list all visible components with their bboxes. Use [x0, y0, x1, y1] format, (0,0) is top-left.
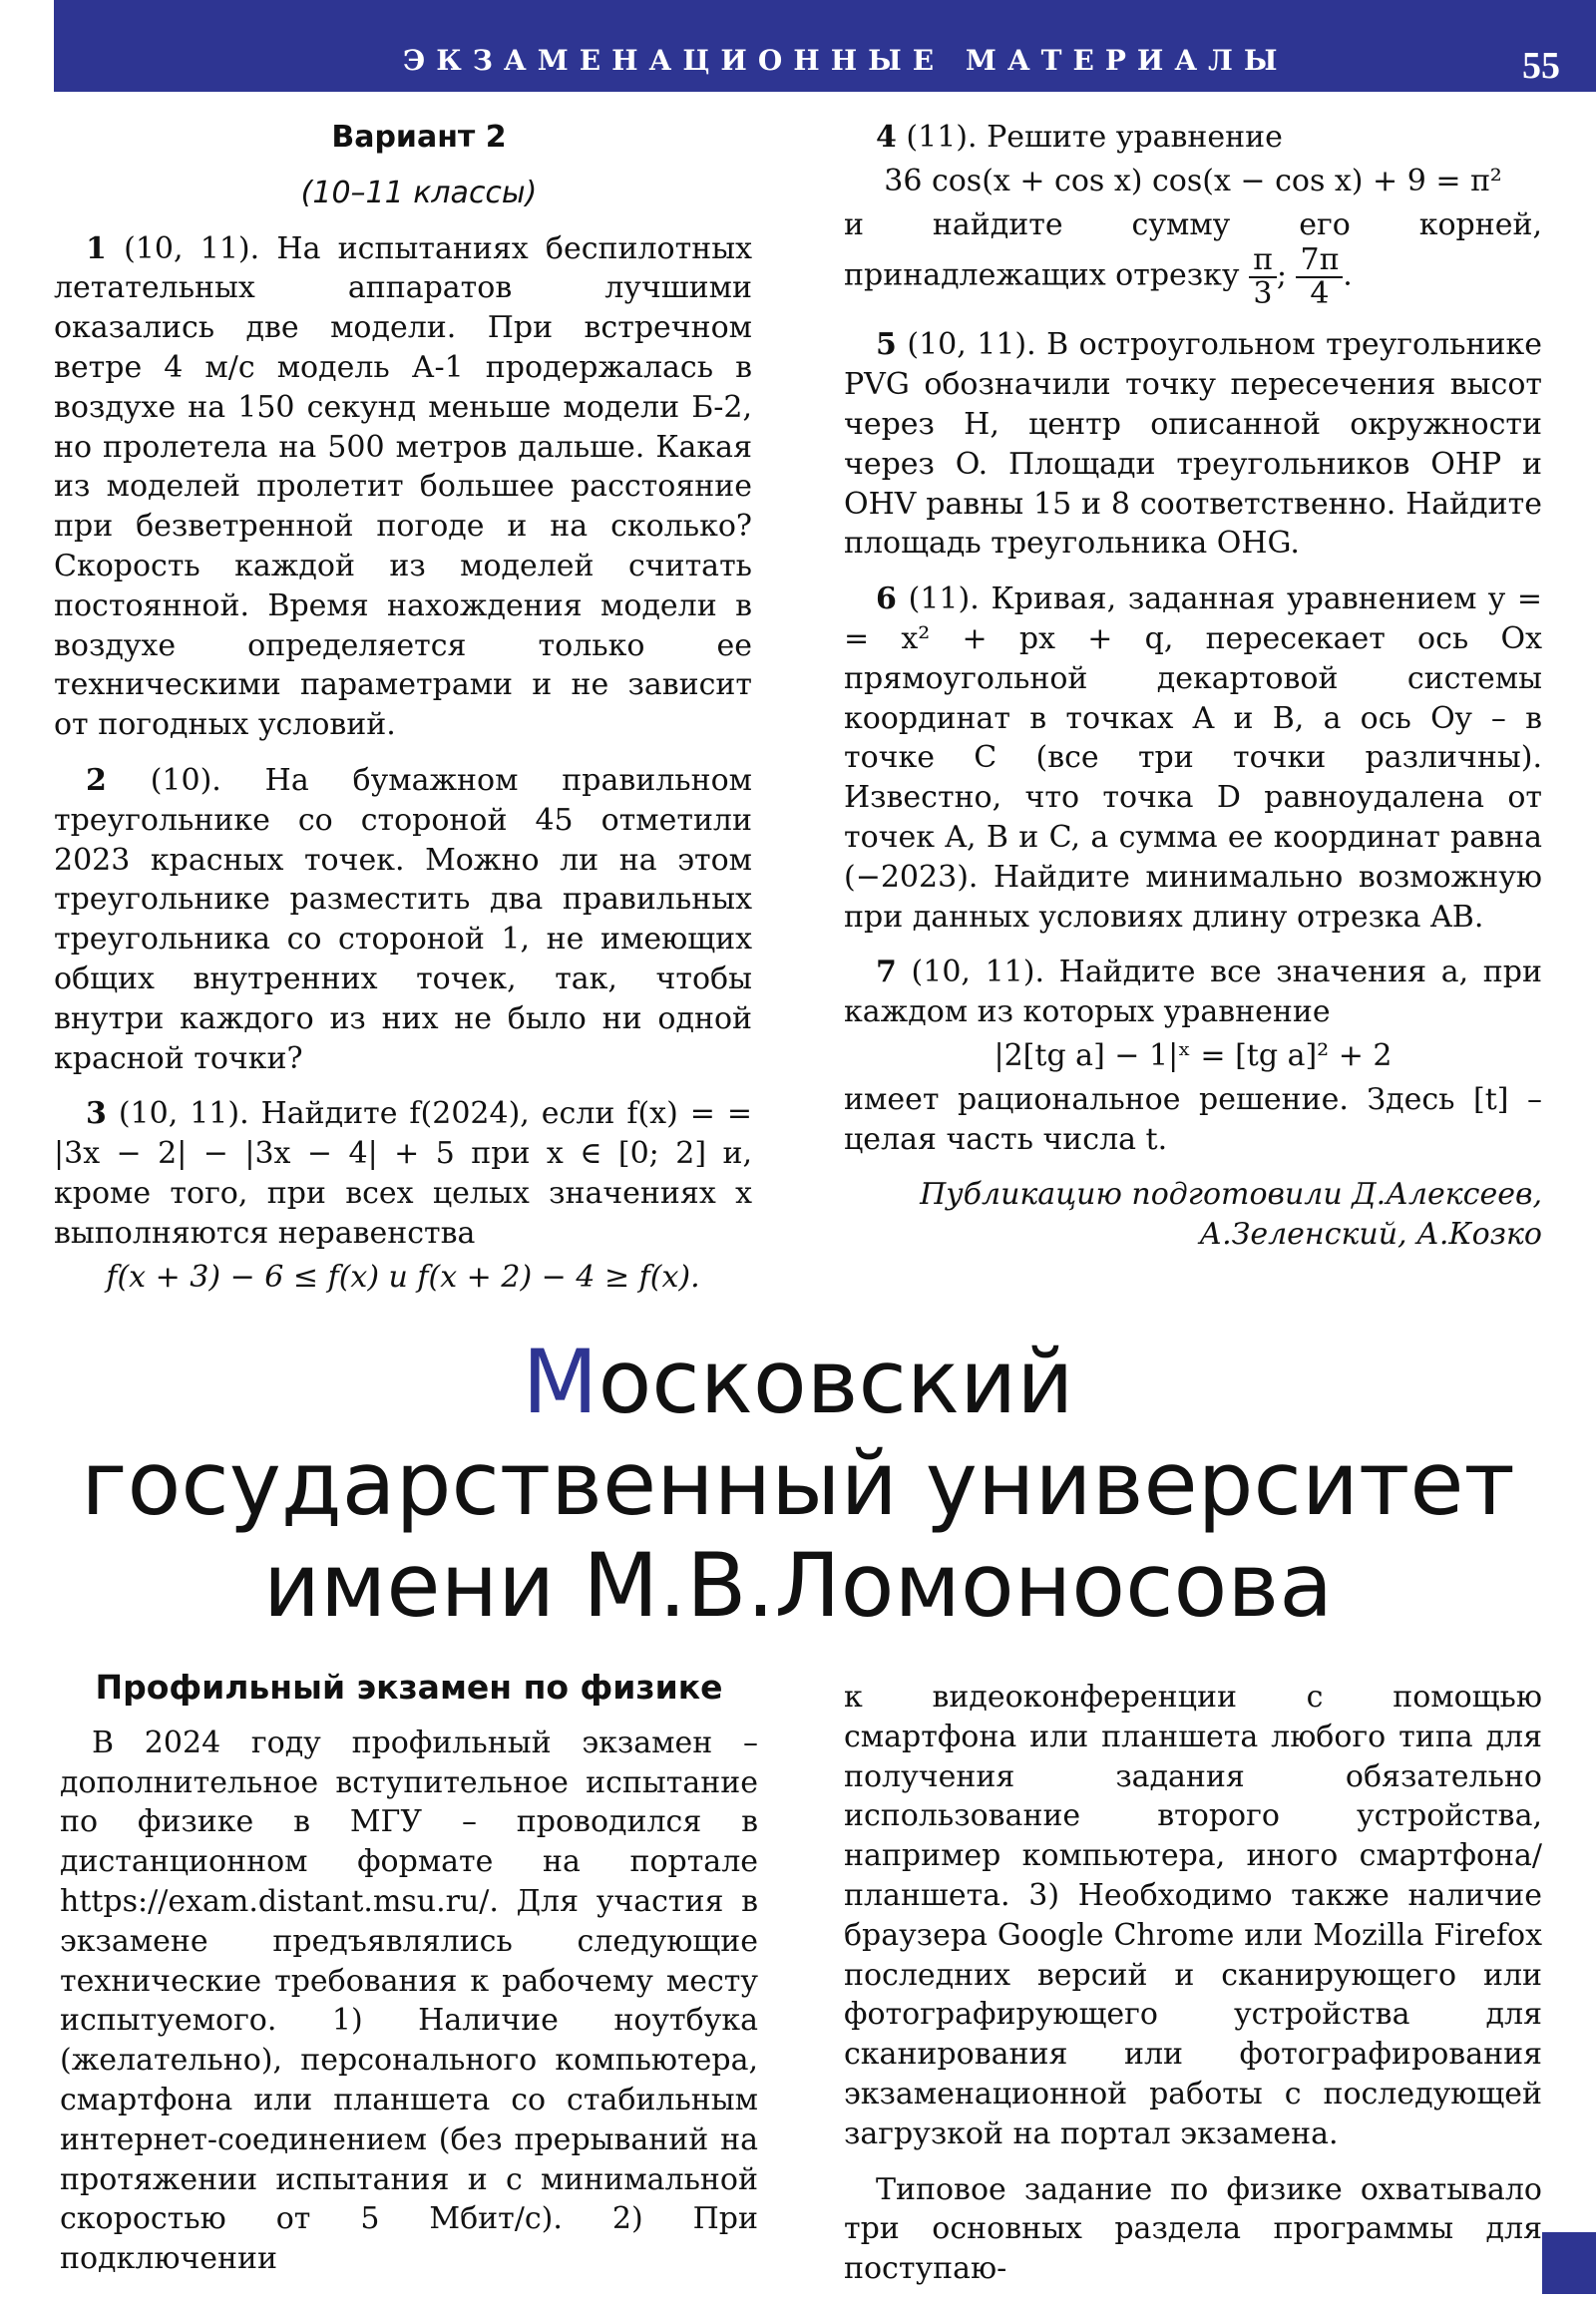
credits	[844, 1175, 1542, 1255]
problem-1-number: 1	[86, 230, 107, 266]
problem-5-text: В остроугольном треугольнике PVG обозначили точку пересечения высот через H, центр описанной окружности через O. Площади треугольников OHP и OHV равны 15 и 8 соответственно. Найдите площадь треугольника OHG.	[844, 327, 1542, 562]
problem-2	[54, 761, 752, 1078]
right-column-top	[844, 118, 1542, 1271]
left-column-bottom	[60, 1668, 758, 2295]
problem-4-text2: и найдите сумму его корней, принадлежащих отрезку	[844, 206, 1542, 293]
problem-7	[844, 953, 1542, 1032]
university-title-line-3: имени М.В.Ломоносова	[262, 1534, 1334, 1637]
problem-6-number: 6	[876, 581, 897, 617]
right-column-bottom	[844, 1678, 1542, 2305]
problem-5-grades: (10, 11).	[907, 327, 1036, 363]
problem-3	[54, 1094, 752, 1253]
segment-end-fraction	[1296, 244, 1343, 309]
problem-2-grades: (10).	[150, 762, 221, 798]
physics-paragraph-1: В 2024 году профильный экзамен – дополнительное вступительное испытание по физике в МГУ – проводился в дистанционном формате на портале https://exam.distant.msu.ru/. Для участия в экзамене предъявлялись следующие технические требования к рабочему месту испытуемого. 1) Наличие ноутбука (желательно), персонального компьютера, смартфона или планшета со стабильным интернет-соединением (без прерываний на протяжении испытания и с минимальной скоростью от 5 Мбит/с). 2) При подключении	[60, 1725, 758, 2277]
problem-4-number: 4	[876, 120, 897, 155]
problem-7-text2: имеет рациональное решение. Здесь [t] – целая часть числа t.	[844, 1081, 1542, 1157]
segment-end-numerator: 7π	[1296, 244, 1343, 278]
problem-6-grades: (11).	[908, 581, 980, 617]
problem-7-text: Найдите все значения a, при каждом из которых уравнение	[844, 955, 1542, 1030]
problem-3-number: 3	[86, 1096, 107, 1132]
segment-end-denominator: 4	[1310, 275, 1330, 311]
problem-4-text: Решите уравнение	[987, 120, 1283, 155]
corner-decoration	[1542, 2232, 1596, 2294]
problem-4-grades: (11).	[906, 120, 978, 155]
problem-5-number: 5	[876, 327, 897, 363]
problem-2-text: На бумажном правильном треугольнике со стороной 45 отметили 2023 красных точек. Можно ли на этом треугольнике разместить два правильных треугольника со стороной 1, не имеющих общих внутренних точек, так, чтобы внутри каждого из них не было ни одной красной точки?	[54, 762, 753, 1076]
university-title-line-2: государственный университет	[81, 1432, 1515, 1535]
running-header	[54, 0, 1596, 92]
left-column-top	[54, 118, 752, 1313]
problem-6-text: Кривая, заданная уравнением y = = x² + px + q, пересекает ось Ox прямоугольной декартовой системы координат в точках A и B, а ось Oy – в точке C (все три точки различны). Известно, что точка D равноудалена от точек A, B и C, а сумма ее координат равна (−2023). Найдите минимально возможную при данных условиях длину отрезка AB.	[844, 581, 1542, 935]
problem-6	[844, 579, 1542, 937]
problem-4	[844, 118, 1542, 158]
university-title-initial: М	[522, 1331, 598, 1433]
page-number: 55	[1522, 45, 1560, 87]
variant-title: Вариант 2	[331, 120, 507, 155]
problem-1-text: На испытаниях беспилотных летательных аппаратов лучшими оказались две модели. При встречном ветре 4 м/с модель А-1 продержалась в воздухе на 150 секунд меньше модели Б-2, но пролетела на 500 метров дальше. Какая из моделей пролетит большее расстояние при безветренной погоде и на сколько? Скорость каждой из моделей считать постоянной. Время нахождения модели в воздухе определяется только ее техническими параметрами и не зависит от погодных условий.	[54, 230, 752, 743]
credits-line-2: А.Зеленский, А.Козко	[1199, 1217, 1542, 1253]
credits-line-1: Публикацию подготовили Д.Алексеев,	[920, 1177, 1542, 1213]
problem-3-grades: (10, 11).	[118, 1096, 249, 1132]
problem-3-formula: f(x + 3) − 6 ≤ f(x) и f(x + 2) − 4 ≥ f(x).	[106, 1259, 700, 1295]
problem-7-formula: |2[tg a] − 1|ˣ = [tg a]² + 2	[994, 1037, 1393, 1073]
problem-4-formula: 36 cos(x + cos x) cos(x − cos x) + 9 = π²	[884, 163, 1502, 198]
problem-7-grades: (10, 11).	[911, 955, 1045, 990]
university-title	[0, 1332, 1596, 1637]
problem-1	[54, 229, 752, 745]
physics-paragraph-3: Типовое задание по физике охватывало три основных раздела программы для поступаю-	[844, 2171, 1542, 2287]
physics-heading: Профильный экзамен по физике	[95, 1668, 723, 1707]
problem-1-grades: (10, 11).	[124, 230, 260, 266]
segment-start-numerator: π	[1249, 244, 1277, 278]
segment-end-period: .	[1343, 257, 1353, 293]
problem-2-number: 2	[86, 762, 107, 798]
segment-start-fraction	[1249, 244, 1277, 309]
problem-3-text: Найдите f(2024), если f(x) = = |3x − 2| − |3x − 4| + 5 при x ∈ [0; 2] и, кроме того, при всех целых значениях x выполняются неравенства	[54, 1096, 752, 1251]
university-title-line-1: осковский	[598, 1331, 1074, 1433]
segment-separator: ;	[1276, 257, 1287, 293]
problem-7-number: 7	[876, 955, 897, 990]
variant-subtitle: (10–11 классы)	[300, 175, 538, 210]
physics-paragraph-2: к видеоконференции с помощью смартфона или планшета любого типа для получения задания обязательно использование второго устройства, например компьютера, иного смартфона/планшета. 3) Необходимо также наличие браузера Google Chrome или Mozilla Firefox последних версий и сканирующего или фотографирующего устройства для сканирования или фотографирования экзаменационной работы с последующей загрузкой на портал экзамена.	[844, 1680, 1542, 2151]
problem-5	[844, 325, 1542, 564]
problem-4-tail	[844, 205, 1542, 310]
segment-start-denominator: 3	[1253, 275, 1273, 311]
header-title: ЭКЗАМЕНАЦИОННЫЕ МАТЕРИАЛЫ	[403, 44, 1289, 77]
